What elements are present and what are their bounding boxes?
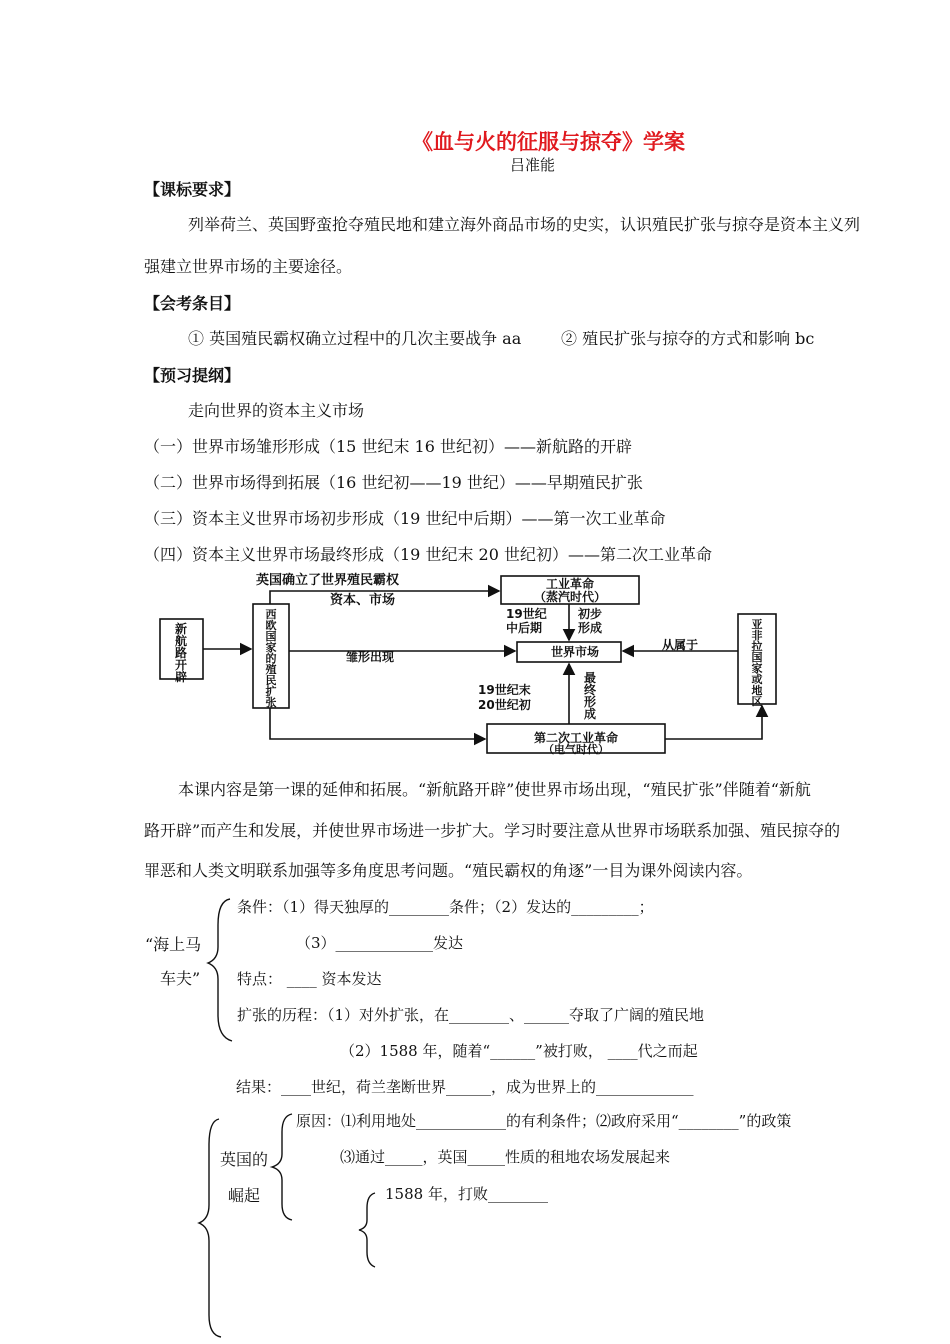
industry-2-line-2: （电气时代） bbox=[543, 743, 609, 756]
xinhanglu-char: 开 bbox=[174, 658, 188, 672]
yafeila-char: 区 bbox=[751, 695, 763, 708]
congshuyu-label: 从属于 bbox=[662, 638, 699, 652]
chuxing-label-2: 形成 bbox=[578, 621, 603, 635]
author: 吕准能 bbox=[510, 156, 556, 174]
diagram-capital-market-label: 资本、市场 bbox=[330, 593, 396, 608]
world-market-label: 世界市场 bbox=[550, 645, 600, 659]
xiou-char: 的 bbox=[265, 652, 277, 665]
xinhanglu-char: 辟 bbox=[174, 670, 188, 684]
huikao-item-1: ① 英国殖民霸权确立过程中的几次主要战争 aa bbox=[188, 329, 522, 348]
kebiao-line-1: 列举荷兰、英国野蛮抢夺殖民地和建立海外商品市场的史实，认识殖民扩张与掠夺是资本主义列 bbox=[188, 215, 861, 234]
yuxi-item: （四）资本主义世界市场最终形成（19 世纪末 20 世纪初）——第二次工业革命 bbox=[144, 545, 712, 564]
yuxi-item: （二）世界市场得到拓展（16 世纪初——19 世纪）——早期殖民扩张 bbox=[144, 473, 643, 492]
netherlands-label-1: “海上马 bbox=[145, 935, 202, 954]
chuxing-xian-label: 雏形出现 bbox=[346, 650, 395, 664]
netherlands-expand-2: （2）1588 年，随着“______”被打败， ____代之而起 bbox=[340, 1042, 698, 1060]
britain-war-1: 1588 年，打败________ bbox=[385, 1185, 548, 1203]
netherlands-expand-1: 扩张的历程：（1）对外扩张，在________、______夺取了广阔的殖民地 bbox=[237, 1006, 705, 1024]
page-title: 《血与火的征服与掠夺》学案 bbox=[412, 129, 685, 154]
britain-reason-brace bbox=[268, 1110, 298, 1224]
yafeila-char: 国 bbox=[751, 651, 763, 664]
xiou-char: 张 bbox=[265, 696, 277, 709]
industry-1-line-1: 工业革命 bbox=[545, 577, 595, 591]
huikao-item-2: ② 殖民扩张与掠夺的方式和影响 bc bbox=[561, 329, 815, 348]
britain-label-1: 英国的 bbox=[220, 1150, 269, 1169]
netherlands-result: 结果：____世纪，荷兰垄断世界______，成为世界上的_____________ bbox=[236, 1078, 694, 1096]
diagram-top-arrow-label: 英国确立了世界殖民霸权 bbox=[256, 573, 400, 588]
section-heading-huikao: 【会考条目】 bbox=[144, 294, 241, 313]
section-heading-kebiao: 【课标要求】 bbox=[144, 180, 241, 199]
yuxi-lead: 走向世界的资本主义市场 bbox=[188, 401, 365, 420]
zuizhong-time-2: 20世纪初 bbox=[478, 698, 531, 712]
yafeila-char: 地 bbox=[751, 684, 763, 697]
industry-1-line-2: （蒸汽时代） bbox=[533, 590, 607, 604]
yafeila-char: 非 bbox=[751, 629, 763, 642]
xiou-char: 国 bbox=[265, 630, 277, 643]
yuxi-item: （三）资本主义世界市场初步形成（19 世纪中后期）——第一次工业革命 bbox=[144, 509, 666, 528]
yafeila-char: 家 bbox=[751, 662, 763, 675]
industry-2-line-1: 第二次工业革命 bbox=[533, 731, 619, 745]
intro-line-3: 罪恶和人类文明联系加强等多角度思考问题。“殖民霸权的角逐”一目为课外阅读内容。 bbox=[144, 861, 753, 880]
netherlands-condition-1: 条件：（1）得天独厚的________条件；（2）发达的_________； bbox=[237, 898, 654, 916]
zuizhong-char: 形 bbox=[583, 695, 597, 709]
netherlands-label-2: 车夫” bbox=[160, 969, 201, 988]
zuizhong-time-1: 19世纪末 bbox=[478, 683, 531, 697]
britain-reason-1: 原因：⑴利用地处____________的有利条件；⑵政府采用“________”的政策 bbox=[296, 1112, 792, 1130]
britain-label-2: 崛起 bbox=[228, 1186, 261, 1205]
section-heading-yuxi: 【预习提纲】 bbox=[144, 366, 241, 385]
zuizhong-char: 终 bbox=[583, 683, 597, 697]
xiou-char: 殖 bbox=[265, 663, 277, 676]
xinhanglu-char: 路 bbox=[174, 646, 188, 660]
yafeila-char: 或 bbox=[751, 673, 763, 686]
zuizhong-char: 成 bbox=[583, 707, 597, 721]
xiou-char: 欧 bbox=[265, 619, 277, 632]
chuxing-time-1: 19世纪 bbox=[506, 607, 547, 621]
britain-war-brace bbox=[355, 1190, 379, 1270]
netherlands-brace bbox=[200, 895, 240, 1045]
yafeila-char: 亚 bbox=[751, 618, 763, 631]
xinhanglu-char: 航 bbox=[174, 634, 188, 648]
xinhanglu-char: 新 bbox=[174, 622, 188, 636]
chuxing-time-2: 中后期 bbox=[506, 621, 543, 635]
xiou-char: 西 bbox=[265, 608, 277, 621]
intro-line-1: 本课内容是第一课的延伸和拓展。“新航路开辟”使世界市场出现，“殖民扩张”伴随着“新航 bbox=[178, 780, 811, 799]
xiou-char: 民 bbox=[265, 674, 277, 687]
chuxing-label-1: 初步 bbox=[578, 607, 603, 621]
xiou-char: 家 bbox=[265, 641, 277, 654]
xiou-char: 扩 bbox=[265, 685, 277, 698]
yafeila-char: 拉 bbox=[751, 640, 763, 653]
intro-line-2: 路开辟”而产生和发展，并使世界市场进一步扩大。学习时要注意从世界市场联系加强、殖民掠夺的 bbox=[144, 821, 841, 840]
zuizhong-char: 最 bbox=[583, 671, 597, 685]
netherlands-feature: 特点： ____ 资本发达 bbox=[237, 970, 382, 988]
netherlands-condition-2: （3）_____________发达 bbox=[296, 934, 464, 952]
yuxi-item: （一）世界市场雏形形成（15 世纪末 16 世纪初）——新航路的开辟 bbox=[144, 437, 632, 456]
britain-reason-2: ⑶通过_____，英国_____性质的租地农场发展起来 bbox=[340, 1148, 671, 1166]
kebiao-line-2: 强建立世界市场的主要途径。 bbox=[144, 257, 353, 276]
